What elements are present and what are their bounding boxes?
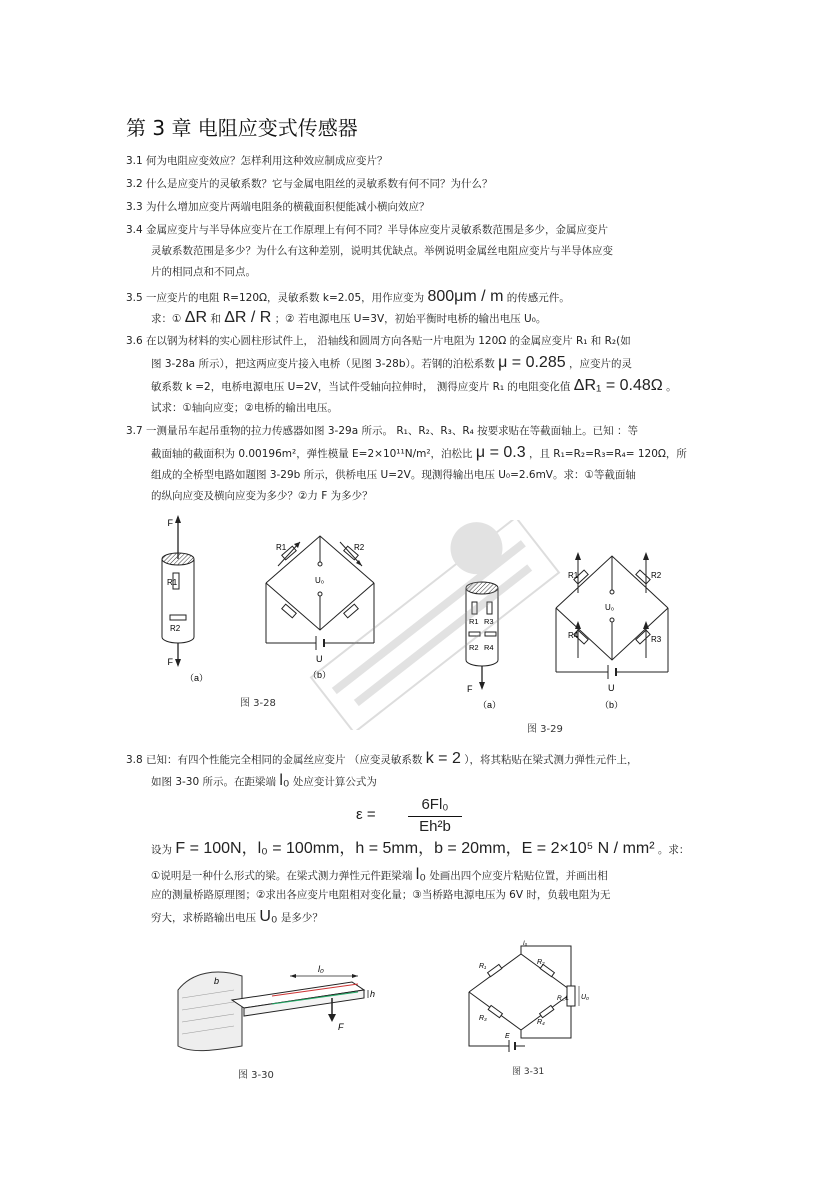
fig328a-force-bottom: F: [167, 657, 173, 667]
q38-l0: l₀: [279, 772, 290, 789]
question-3-8-line4: 应的测量桥路原理图；②求出各应变片电阻相对变化量；③当桥路电源电压为 6V 时，负载电阻为无: [151, 889, 611, 901]
q35-delta-r: ΔR: [184, 309, 208, 326]
fig331-r3-label: R₃: [479, 1015, 487, 1022]
question-3-2: 3.2 什么是应变片的灵敏系数？它与金属电阻丝的灵敏系数有何不同？为什么？: [126, 178, 493, 190]
chapter-title: 第 3 章 电阻应变式传感器: [126, 116, 358, 140]
q37-poisson: μ = 0.3: [475, 444, 526, 461]
q36-text-c: ，应变片的灵: [568, 358, 632, 370]
question-3-4-line3: 片的相同点和不同点。: [151, 266, 256, 278]
fig328a-force-top: F: [167, 518, 173, 528]
question-3-7-line2: [151, 442, 687, 465]
fig330-b-label: b: [214, 976, 220, 986]
strain-formula-fraction-bar: [408, 816, 462, 817]
question-3-4-line2: 灵敏系数范围是多少？为什么有这种差别，说明其优缺点。举例说明金属丝电阻应变片与半导体应变: [151, 245, 613, 257]
fig328b-r1-label: R1: [276, 543, 287, 552]
fig331-r4-label: R₄: [537, 1019, 545, 1026]
q38-text-3a: ①说明是一种什么形式的梁。在梁式测力弹性元件距梁端: [151, 870, 413, 882]
q38-given-values: F = 100N，l₀ = 100mm，h = 5mm，b = 20mm，E = 2×10⁵ N / mm²: [175, 840, 655, 857]
fig328b-u-label: U: [316, 654, 323, 664]
q35-rest: ；② 若电源电压 U=3V，初始平衡时电桥的输出电压 U₀。: [274, 313, 547, 325]
fig330-l0-label: l₀: [318, 964, 324, 974]
question-3-7-line1: 3.7 一测量吊车起吊重物的拉力传感器如图 3-29a 所示。 R₁、R₂、R₃、R₄ 按要求贴在等截面轴上。已知 ：等: [126, 425, 639, 437]
question-3-5-line1: [126, 286, 570, 309]
fig331-i0-label: I₀: [523, 941, 528, 947]
figure-3-28a: [155, 515, 235, 685]
q38-text-3c: 处画出四个应变片粘贴位置，并画出相: [429, 870, 608, 882]
fig328b-r2-label: R2: [354, 543, 365, 552]
question-3-8-line1: [126, 748, 637, 771]
fig331-u0-label: U₀: [581, 994, 590, 1001]
figure-3-30: [172, 950, 382, 1060]
q38-k-value: k = 2: [425, 750, 461, 767]
fig329a-r3-label: R3: [484, 617, 494, 626]
q36-poisson: μ = 0.285: [498, 354, 566, 371]
q35-strain-value: 800μm / m: [427, 288, 504, 305]
strain-formula-denominator: Eh²b: [419, 818, 451, 835]
strain-formula-lhs: ε =: [356, 806, 376, 823]
q36-text-3c: 。: [666, 381, 677, 393]
fig329a-force-label: F: [467, 684, 473, 694]
fig328b-sublabel: （b）: [308, 670, 332, 680]
question-3-1: 3.1 何为电阻应变效应？怎样利用这种效应制成应变片？: [126, 155, 388, 167]
q37-text-c: ，且 R₁=R₂=R₃=R₄= 120Ω，所: [528, 448, 687, 460]
fig328a-sublabel: （a）: [185, 673, 209, 683]
fig330-h-label: h: [370, 989, 376, 999]
question-3-8-line2: [151, 770, 377, 793]
fig331-rl-label: R_L: [557, 995, 569, 1002]
q37-text-a: 截面轴的截面积为 0.00196m²，弹性模量 E=2×10¹¹N/m²，泊松比: [151, 448, 473, 460]
question-3-7-line3: 组成的全桥型电路如题图 3-29b 所示，供桥电压 U=2V。现测得输出电压 U₀=2.6mV。求：①等截面轴: [151, 469, 636, 481]
question-3-6-line1: 3.6 在以钢为材料的实心圆柱形试件上， 沿轴线和圆周方向各贴一片电阻为 120Ω 的金属应变片 R₁ 和 R₂(如: [126, 335, 631, 347]
question-3-6-line4: 试求：①轴向应变；②电桥的输出电压。: [151, 402, 338, 414]
figure-3-31-caption: 图 3-31: [512, 1067, 545, 1077]
fig329b-r4-label: R4: [568, 631, 579, 640]
fig329a-r1-label: R1: [469, 617, 479, 626]
question-3-4-line1: 3.4 金属应变片与半导体应变片在工作原理上有何不同？半导体应变片灵敏系数范围是多少，金属应变片: [126, 224, 609, 236]
q36-delta-r1: ΔR₁ = 0.48Ω: [573, 377, 663, 394]
fig331-e-label: E: [505, 1033, 510, 1040]
figure-3-30-caption: 图 3-30: [238, 1070, 274, 1081]
fig329a-r2-label: R2: [469, 643, 479, 652]
q35-and: 和: [210, 313, 221, 325]
q35-ask: 求：①: [151, 313, 182, 325]
figure-3-29a: [452, 570, 522, 710]
fig328b-u0-label: U₀: [315, 576, 325, 585]
fig329a-sublabel: （a）: [478, 700, 502, 710]
q38-text-2c: 处应变计算公式为: [292, 776, 377, 788]
fig328a-r2-label: R2: [170, 624, 181, 633]
q35-text-c: 的传感元件。: [506, 292, 570, 304]
fig329b-r1-label: R1: [568, 571, 579, 580]
fig329b-r3-label: R3: [651, 635, 662, 644]
fig329b-u-label: U: [608, 683, 615, 693]
fig330-force-label: F: [338, 1022, 344, 1032]
question-3-6-line3: [151, 375, 677, 398]
q38-text-5c: 是多少？: [280, 912, 323, 924]
fig331-r1-label: R₁: [479, 963, 487, 970]
question-3-8-line3: [151, 864, 608, 887]
question-3-6-line2: [151, 352, 632, 375]
fig329b-u0-label: U₀: [605, 603, 615, 612]
q35-text-a: 3.5 一应变片的电阻 R=120Ω，灵敏系数 k=2.05，用作应变为: [126, 292, 425, 304]
q38-u0: U₀: [259, 908, 278, 925]
q38-text-5a: 穷大，求桥路输出电压: [151, 912, 256, 924]
q38-l0-2: l₀: [415, 866, 426, 883]
q36-text-a: 图 3-28a 所示），把这两应变片接入电桥（见图 3-28b）。若钢的泊松系数: [151, 358, 495, 370]
q38-text-a: 3.8 已知：有四个性能完全相同的金属丝应变片 （应变灵敏系数: [126, 754, 423, 766]
q35-delta-r-ratio: ΔR / R: [224, 309, 272, 326]
figure-3-28-caption: 图 3-28: [240, 698, 276, 709]
question-3-8-given: [151, 838, 689, 861]
fig328a-r1-label: R1: [167, 578, 178, 587]
question-3-7-line4: 的纵向应变及横向应变为多少？②力 F 为多少？: [151, 490, 373, 502]
question-3-5-line2: [151, 307, 546, 330]
fig331-r2-label: R₂: [537, 959, 545, 966]
fig329b-sublabel: （b）: [600, 700, 624, 710]
fig329a-r4-label: R4: [484, 643, 494, 652]
q38-given-prefix: 设为: [151, 844, 172, 856]
q38-given-suffix: 。求：: [657, 844, 690, 856]
question-3-3: 3.3 为什么增加应变片两端电阻条的横截面积便能减小横向效应？: [126, 201, 430, 213]
q38-text-2a: 如图 3-30 所示。在距梁端: [151, 776, 277, 788]
q38-text-c: ），将其粘贴在梁式测力弹性元件上，: [464, 754, 638, 766]
q36-text-3a: 敏系数 k =2，电桥电源电压 U=2V，当试件受轴向拉伸时， 测得应变片 R₁ 的电阻变化值: [151, 381, 571, 393]
strain-formula-numerator: 6Fl₀: [421, 796, 449, 813]
question-3-8-line5: [151, 906, 323, 929]
fig329b-r2-label: R2: [651, 571, 662, 580]
figure-3-29-caption: 图 3-29: [527, 724, 563, 735]
figure-3-28b: [258, 528, 383, 688]
figure-3-29b: [548, 548, 678, 716]
figure-3-31: [465, 940, 595, 1060]
